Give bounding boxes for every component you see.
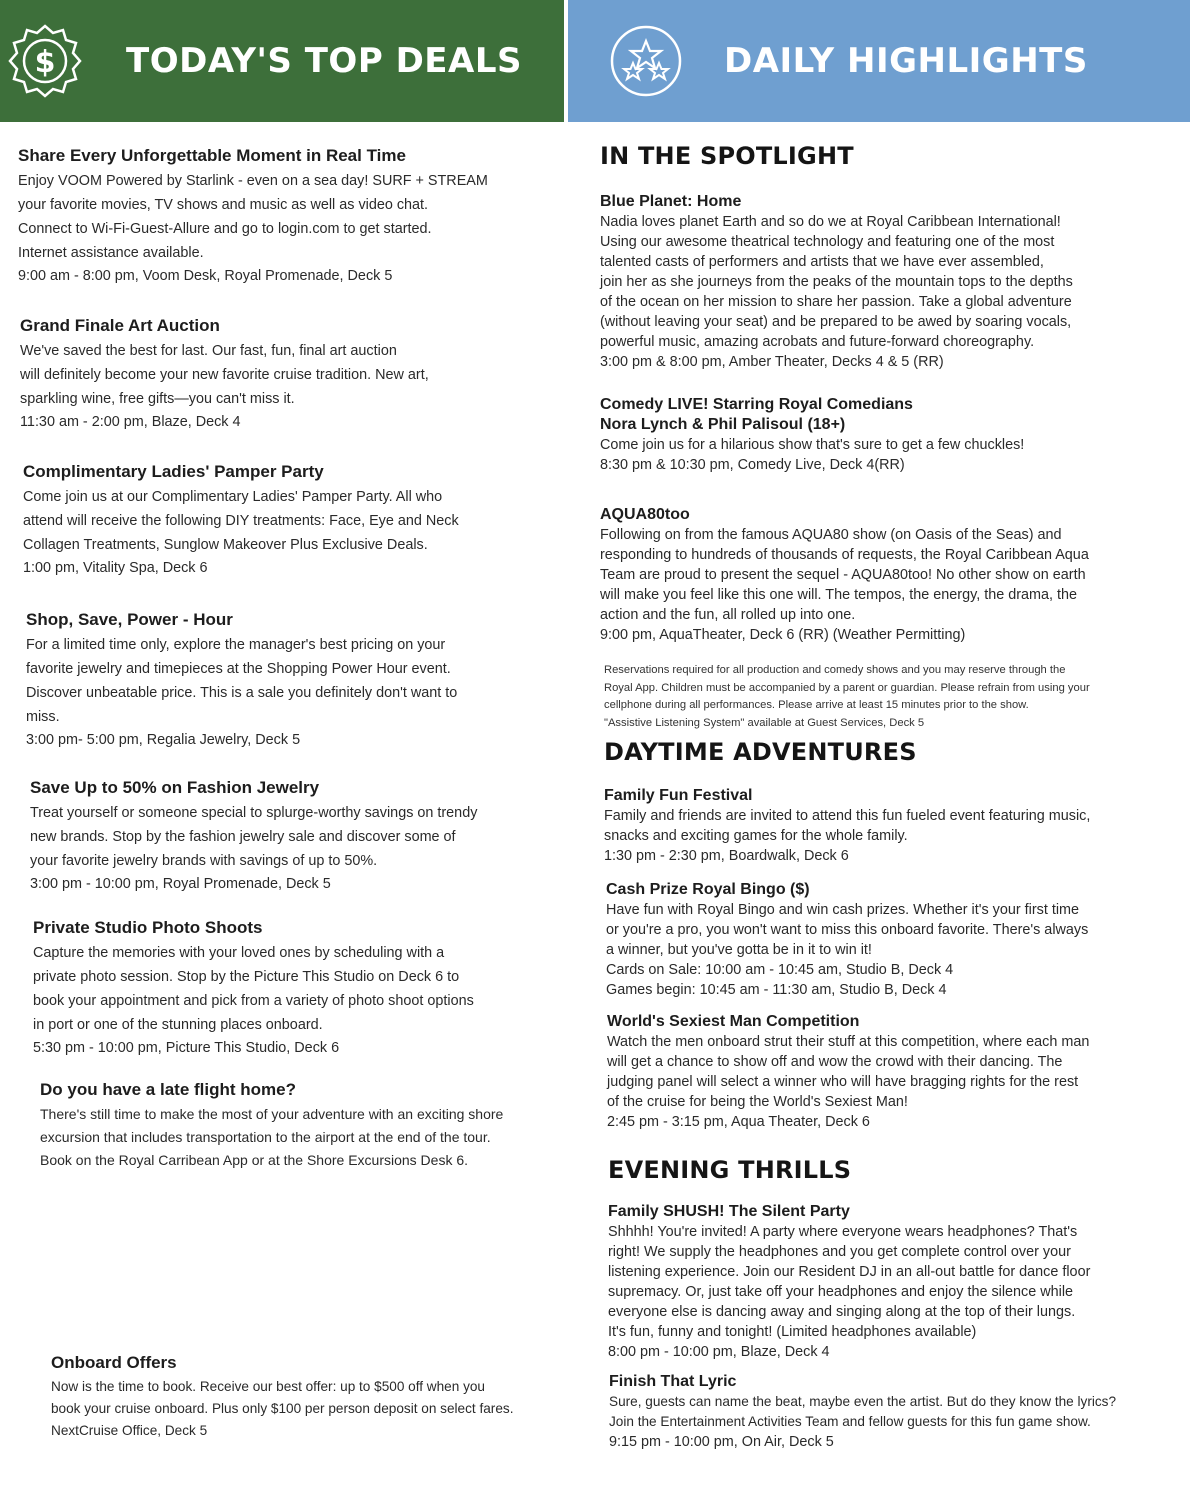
event-time: 1:30 pm - 2:30 pm, Boardwalk, Deck 6: [604, 848, 849, 864]
event-time: 9:00 pm, AquaTheater, Deck 6 (RR) (Weather Permitting): [600, 627, 966, 643]
event-title: Cash Prize Royal Bingo ($): [606, 881, 810, 898]
event-time: 8:30 pm & 10:30 pm, Comedy Live, Deck 4(RR): [600, 457, 905, 473]
event-text: right! We supply the headphones and you get complete control over your: [608, 1244, 1071, 1260]
event-title: World's Sexiest Man Competition: [607, 1013, 860, 1030]
event-text: of the cruise for being the World's Sexiest Man!: [607, 1094, 908, 1110]
deal-text: your favorite jewelry brands with savings of up to 50%.: [30, 853, 378, 869]
deal-text: miss.: [26, 709, 60, 725]
event-text: responding to hundreds of thousands of requests, the Royal Caribbean Aqua: [600, 547, 1089, 563]
event-text: snacks and exciting games for the whole family.: [604, 828, 908, 844]
deal-onboard-offers: [51, 1353, 513, 1442]
deal-time: 5:30 pm - 10:00 pm, Picture This Studio, Deck 6: [33, 1040, 340, 1056]
deal-text: For a limited time only, explore the manager's best pricing on your: [26, 637, 446, 653]
event-title: Finish That Lyric: [609, 1373, 737, 1390]
deal-text: private photo session. Stop by the Picture This Studio on Deck 6 to: [33, 969, 460, 985]
dollar-badge-icon: [8, 24, 82, 98]
event-text: or you're a pro, you won't want to miss this onboard favorite. There's always: [606, 922, 1089, 938]
fine-print-line: Royal App. Children must be accompanied by a parent or guardian. Please refrain from using your: [604, 681, 1090, 694]
event-blue-planet: [600, 192, 1160, 372]
svg-text:$: $: [34, 45, 56, 80]
deal-title: Share Every Unforgettable Moment in Real Time: [18, 146, 406, 165]
event-time: 2:45 pm - 3:15 pm, Aqua Theater, Deck 6: [607, 1114, 870, 1130]
deal-text: book your cruise onboard. Plus only $100 per person deposit on select fares.: [51, 1401, 514, 1416]
event-text: Family and friends are invited to attend this fun fueled event featuring music,: [604, 808, 1091, 824]
event-time: 8:00 pm - 10:00 pm, Blaze, Deck 4: [608, 1344, 830, 1360]
event-text: Watch the men onboard strut their stuff at this competition, where each man: [607, 1034, 1090, 1050]
event-title: Family SHUSH! The Silent Party: [608, 1203, 850, 1220]
fine-print-line: cellphone during all performances. Please arrive at least 15 minutes prior to the show.: [604, 699, 1029, 711]
event-time: Cards on Sale: 10:00 am - 10:45 am, Studio B, Deck 4: [606, 962, 954, 978]
deal-art-auction: [20, 316, 429, 434]
deal-time: 9:00 am - 8:00 pm, Voom Desk, Royal Promenade, Deck 5: [18, 268, 393, 284]
deal-text: in port or one of the stunning places onboard.: [33, 1017, 323, 1033]
event-title: Nora Lynch & Phil Palisoul (18+): [600, 416, 846, 433]
top-deals-title: TODAY'S TOP DEALS: [126, 41, 522, 81]
deal-text: Collagen Treatments, Sunglow Makeover Plus Exclusive Deals.: [23, 537, 428, 553]
daily-highlights-title: DAILY HIGHLIGHTS: [724, 41, 1088, 81]
deal-text: Capture the memories with your loved ones by scheduling with a: [33, 945, 445, 961]
deal-text: sparkling wine, free gifts—you can't miss it.: [20, 391, 295, 407]
deal-text: excursion that includes transportation to the airport at the end of the tour.: [40, 1129, 491, 1145]
deal-text: There's still time to make the most of your adventure with an exciting shore: [40, 1106, 504, 1122]
reservation-fine-print: [604, 662, 1149, 732]
event-text: will get a chance to show off and wow the crowd with their dancing. The: [607, 1054, 1063, 1070]
deal-text: We've saved the best for last. Our fast, fun, final art auction: [20, 343, 397, 359]
event-text: powerful music, amazing acrobats and future-forward choreography.: [600, 334, 1035, 350]
deal-late-flight: [40, 1080, 503, 1172]
deal-text: Enjoy VOOM Powered by Starlink - even on a sea day! SURF + STREAM: [18, 173, 488, 189]
stars-badge-icon: [608, 23, 684, 99]
event-text: It's fun, funny and tonight! (Limited headphones available): [608, 1324, 977, 1340]
event-family-fun-festival: [604, 786, 1164, 866]
deal-shopping-power-hour: [26, 610, 457, 752]
event-text: of the ocean on her mission to share her passion. Take a global adventure: [600, 294, 1072, 310]
deal-time: 11:30 am - 2:00 pm, Blaze, Deck 4: [20, 414, 241, 430]
deal-starlink-wifi: [18, 146, 488, 288]
event-text: talented casts of performers and artists that we have ever assembled,: [600, 254, 1044, 270]
section-title-evening: EVENING THRILLS: [608, 1156, 852, 1184]
event-title: Family Fun Festival: [604, 787, 753, 804]
event-time: 3:00 pm & 8:00 pm, Amber Theater, Decks 4 & 5 (RR): [600, 354, 944, 370]
event-aqua80too: [600, 505, 1160, 645]
deal-title: Shop, Save, Power - Hour: [26, 610, 233, 629]
deal-text: Treat yourself or someone special to splurge-worthy savings on trendy: [30, 805, 478, 821]
event-text: Following on from the famous AQUA80 show (on Oasis of the Seas) and: [600, 527, 1062, 543]
deal-text: Come join us at our Complimentary Ladies' Pamper Party. All who: [23, 489, 443, 505]
deal-time: NextCruise Office, Deck 5: [51, 1423, 208, 1438]
event-time: Games begin: 10:45 am - 11:30 am, Studio B, Deck 4: [606, 982, 947, 998]
deal-time: 1:00 pm, Vitality Spa, Deck 6: [23, 560, 208, 576]
deal-title: Save Up to 50% on Fashion Jewelry: [30, 778, 320, 797]
section-title-spotlight: IN THE SPOTLIGHT: [600, 142, 854, 170]
deal-text: Book on the Royal Carribean App or at the Shore Excursions Desk 6.: [40, 1152, 469, 1168]
deal-title: Private Studio Photo Shoots: [33, 918, 263, 937]
event-text: Using our awesome theatrical technology and featuring one of the most: [600, 234, 1055, 250]
deal-text: book your appointment and pick from a variety of photo shoot options: [33, 993, 474, 1009]
deal-time: 3:00 pm - 10:00 pm, Royal Promenade, Deck 5: [30, 876, 331, 892]
deal-fashion-jewelry: [30, 778, 477, 896]
event-text: supremacy. Or, just take off your headphones and enjoy the silence while: [608, 1284, 1074, 1300]
deal-title: Do you have a late flight home?: [40, 1080, 296, 1099]
deal-text: will definitely become your new favorite cruise tradition. New art,: [20, 367, 429, 383]
event-text: Shhhh! You're invited! A party where everyone wears headphones? That's: [608, 1224, 1078, 1240]
deal-time: 3:00 pm- 5:00 pm, Regalia Jewelry, Deck 5: [26, 732, 301, 748]
deal-title: Complimentary Ladies' Pamper Party: [23, 462, 324, 481]
fine-print-line: Reservations required for all production and comedy shows and you may reserve through the: [604, 664, 1066, 676]
event-text: Come join us for a hilarious show that's sure to get a few chuckles!: [600, 437, 1025, 453]
event-text: (without leaving your seat) and be prepared to be awed by soaring vocals,: [600, 314, 1072, 330]
event-text: join her as she journeys from the peaks of the mountain tops to the depths: [600, 274, 1073, 290]
event-finish-that-lyric: [609, 1372, 1169, 1452]
deal-text: your favorite movies, TV shows and music as well as video chat.: [18, 197, 429, 213]
deal-photo-shoots: [33, 918, 474, 1060]
deal-text: Now is the time to book. Receive our best offer: up to $500 off when you: [51, 1379, 485, 1394]
deal-text: new brands. Stop by the fashion jewelry sale and discover some of: [30, 829, 456, 845]
event-text: everyone else is dancing away and singing along at the top of their lungs.: [608, 1304, 1076, 1320]
deal-text: Internet assistance available.: [18, 245, 204, 261]
event-text: judging panel will select a winner who will have bragging rights for the rest: [607, 1074, 1079, 1090]
event-sexiest-man: [607, 1012, 1167, 1132]
event-text: Join the Entertainment Activities Team and fellow guests for this fun game show.: [609, 1414, 1091, 1429]
event-comedy-live: [600, 395, 1160, 475]
deal-text: favorite jewelry and timepieces at the Shopping Power Hour event.: [26, 661, 451, 677]
event-text: Have fun with Royal Bingo and win cash prizes. Whether it's your first time: [606, 902, 1080, 918]
event-text: will make you feel like this one will. The tempos, the energy, the drama, the: [600, 587, 1077, 603]
event-text: Team are proud to present the sequel - AQUA80too! No other show on earth: [600, 567, 1086, 583]
daily-highlights-banner: [568, 0, 1190, 122]
event-title: AQUA80too: [600, 506, 690, 523]
event-text: a winner, but you've gotta be in it to win it!: [606, 942, 872, 958]
deal-text: Discover unbeatable price. This is a sale you definitely don't want to: [26, 685, 458, 701]
deal-text: attend will receive the following DIY treatments: Face, Eye and Neck: [23, 513, 459, 529]
event-text: action and the fun, all rolled up into one.: [600, 607, 856, 623]
fine-print-line: "Assistive Listening System" available at Guest Services, Deck 5: [604, 716, 925, 729]
event-royal-bingo: [606, 880, 1166, 1000]
deal-title: Grand Finale Art Auction: [20, 316, 220, 335]
deal-pamper-party: [23, 462, 459, 580]
event-text: Nadia loves planet Earth and so do we at Royal Caribbean International!: [600, 214, 1061, 230]
event-silent-party: [608, 1202, 1168, 1362]
deal-text: Connect to Wi-Fi-Guest-Allure and go to login.com to get started.: [18, 221, 432, 237]
section-title-daytime: DAYTIME ADVENTURES: [604, 738, 917, 766]
event-title: Comedy LIVE! Starring Royal Comedians: [600, 396, 913, 413]
deal-title: Onboard Offers: [51, 1353, 177, 1372]
event-text: listening experience. Join our Resident DJ in an all-out battle for dance floor: [608, 1264, 1091, 1280]
event-text: Sure, guests can name the beat, maybe even the artist. But do they know the lyrics?: [609, 1394, 1117, 1409]
event-title: Blue Planet: Home: [600, 193, 742, 210]
top-deals-banner: [0, 0, 564, 122]
event-time: 9:15 pm - 10:00 pm, On Air, Deck 5: [609, 1434, 834, 1450]
